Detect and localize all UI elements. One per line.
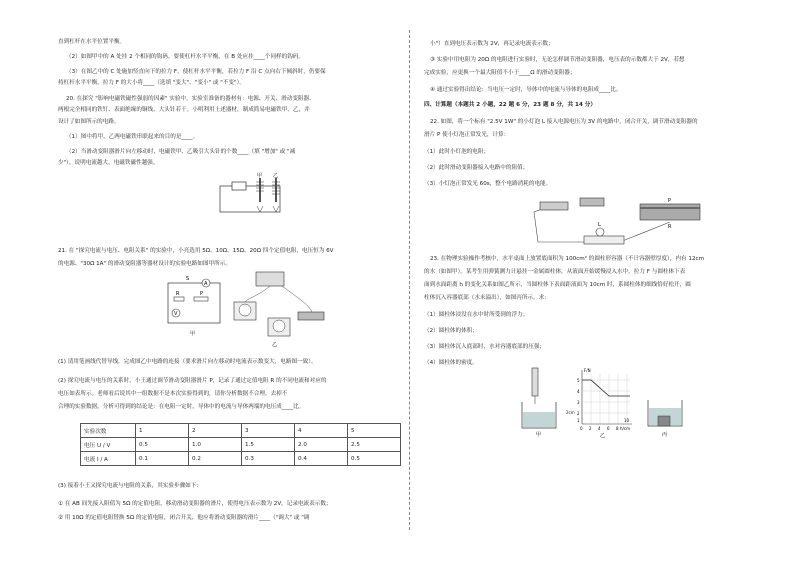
table-cell: 2.0 — [295, 438, 348, 452]
column-divider — [409, 30, 410, 530]
slider-label: P — [200, 291, 204, 297]
switch-label: S — [186, 276, 190, 282]
text-line: （1）圆柱体浸没在水中时所受到的浮力； — [424, 312, 529, 318]
y-tick: 1 — [577, 418, 580, 423]
text-line: （1）此时小灯泡的电阻； — [424, 149, 490, 155]
text-line: 小"）直到电压表示数为 2V，再记录电流表示数； — [430, 41, 554, 47]
force-graph-yi — [574, 366, 636, 438]
slider-label: P — [668, 198, 672, 204]
lamp-label: L — [598, 222, 601, 228]
table-row — [81, 424, 401, 438]
table-cell: 1.5 — [242, 438, 295, 452]
table-cell: 0.4 — [295, 452, 348, 466]
text-line: 的电源、"30Ω 1A" 的滑动变阻器等器材设计的实验电路如图甲所示。 — [58, 261, 231, 267]
text-line: (3) 接着小王又探究电流与电阻的关系，其实验步骤如下： — [58, 483, 202, 489]
resistor-label: R — [176, 291, 180, 297]
text-line: （1）图中将甲、乙两电磁铁串联起来的目的是____。 — [66, 134, 199, 140]
x-tick: 6 — [607, 426, 610, 431]
y-axis-label: F/N — [584, 368, 591, 373]
y-tick: 2 — [577, 411, 580, 416]
text-line: (2) 探究电流与电压的关系时，小王通过调节滑动变阻器滑片 P，记录了通过定值电阻 R 的不同电流和对应的 — [58, 378, 327, 384]
x-tick: 4 — [598, 426, 601, 431]
text-line: （3）小灯泡正常发光 60s，整个电路消耗的电能。 — [424, 181, 552, 187]
table-cell: 0.3 — [242, 452, 295, 466]
electromagnet-figure — [210, 172, 300, 220]
x-tick: 0 — [580, 426, 583, 431]
question-22: 22. 如图，将一个标有 "2.5V 1W" 的小灯泡 L 接入电源电压为 3V 的电路中，闭合开关，调节滑动变阻器的 — [430, 119, 698, 125]
text-line: ④ 通过实验得出结论：当电压一定时，导体中的电流与导体的电阻成____比。 — [430, 87, 622, 93]
container-figure-jia — [520, 366, 560, 438]
table-cell: 1 — [136, 424, 189, 438]
table-cell: 电压 U / V — [81, 438, 136, 452]
table-cell: 2.5 — [348, 438, 401, 452]
text-line: 持杠杆水平平衡，拉力 F 的大小将____（选填 "变大"、"变小" 或 "不变"）。 — [58, 80, 245, 86]
table-row — [81, 452, 401, 466]
text-line: （2）此时滑动变阻器接入电路中的阻值； — [424, 165, 529, 171]
data-table — [80, 423, 401, 466]
table-cell: 0.5 — [348, 452, 401, 466]
table-cell: 0.2 — [189, 452, 242, 466]
text-line: 设计了如图所示的电路。 — [58, 119, 120, 125]
figure-caption-jia: 甲 — [536, 432, 542, 438]
text-line: （4）圆柱体的密度。 — [424, 360, 478, 366]
y-tick: 4 — [577, 389, 580, 394]
x-tick: 8 — [616, 426, 619, 431]
text-line: ① 在 AB 间先接入阻值为 5Ω 的定值电阻，移动滑动变阻器的滑片，使得电压表示数为 2V，记录电流表示数； — [58, 501, 332, 507]
figure-caption-bing: 丙 — [662, 432, 668, 438]
text-line: 合理的实验数据，分析可得到的结论是：在电阻一定时，导体中的电流与导体两端的电压成____比。 — [58, 404, 305, 410]
figure-caption-yi: 乙 — [600, 433, 606, 438]
table-cell: 实验次数 — [81, 424, 136, 438]
text-line: 电压如表所示。老师看后说其中一组数据不是本次实验得到的，请你分析数据不合理，去掉不 — [58, 391, 288, 397]
text-line: (1) 请用笔画线代替导线，完成图乙中电路的连接（要求滑片向左移动时电流表示数变大，电路图一致）。 — [58, 359, 317, 365]
text-line: 柱体沉入容器底部（水未溢出），如图丙所示。求： — [424, 295, 550, 301]
text-line: 完成实验，应更换一个最大阻值不小于____Ω 的滑动变阻器； — [424, 70, 576, 76]
container-figure-bing — [646, 396, 686, 440]
question-20: 20. 在探究 "影响电磁铁磁性强弱的因素" 实验中，实验室准备的器材有：电源、开关、滑动变阻器、 — [66, 96, 315, 102]
table-cell: 4 — [295, 424, 348, 438]
text-line: 面到水面距离 h 的变化关系如图乙所示，当圆柱体下表面距液面为 10cm 时，系圆柱体的细线恰好松开，圆 — [424, 282, 691, 288]
table-cell: 1.0 — [189, 438, 242, 452]
x-tick: 10 — [624, 418, 630, 423]
ammeter-label: A — [204, 281, 208, 287]
fig-label-jia: 甲 — [257, 173, 263, 179]
resistor-label: R — [668, 224, 672, 230]
text-line: （3）在图乙中的 C 处施加竖直向下的拉力 F，使杠杆水平平衡，若拉力 F 沿 C 点向右下倾斜时，仍要保 — [66, 69, 326, 75]
table-cell: 2 — [189, 424, 242, 438]
table-cell: 电流 I / A — [81, 452, 136, 466]
text-line: 滑片 P 使小灯泡正常发光，计算： — [424, 132, 510, 138]
section-heading: 四、计算题（本题共 2 小题，22 题 6 分，23 题 8 分，共 14 分） — [424, 102, 596, 108]
text-line: 的水（如图甲）。某考生用弹簧测力计悬挂一金属圆柱体，从液面开始缓慢浸入水中，拉力 F 与圆柱体下表 — [424, 269, 686, 275]
voltmeter-label: V — [174, 311, 178, 317]
circuit-diagram-jia — [160, 275, 230, 337]
dimension-label: 2cm — [566, 410, 575, 415]
y-tick: 5 — [577, 378, 580, 383]
text-line: 少"），说明电流越大，电磁铁磁性越强。 — [58, 160, 159, 166]
question-21: 21. 在 "探究电流与电压、电阻关系" 的实验中，小亮选用 5Ω、10Ω、15Ω、20Ω 四个定值电阻，电压恒为 6V — [58, 248, 334, 254]
text-line: （2）圆柱体的体积； — [424, 328, 478, 334]
text-line: ② 用 10Ω 的定值电阻替换 5Ω 的定值电阻，闭合开关，他应将滑动变阻器的滑片____（"调大" 或 "调 — [58, 515, 310, 521]
text-line: 直到杠杆在水平位置平衡。 — [58, 39, 126, 45]
lamp-circuit-figure — [520, 192, 710, 250]
apparatus-figure-yi — [228, 268, 328, 348]
table-row — [81, 438, 401, 452]
text-line: （2）当滑动变阻器滑片向左移动时，电磁铁甲、乙吸引大头针的个数____（填 "增加" 或 "减 — [66, 149, 296, 155]
text-line: （3）圆柱体沉入底部时，水对容器底部的压强； — [424, 344, 546, 350]
question-23: 23. 在物理实验操作考核中，水平桌面上放置底面积为 100cm² 的圆柱形容器（不计容器壁厚度），内有 12cm — [430, 256, 705, 262]
fig-label-yi: 乙 — [273, 173, 279, 179]
table-cell: 5 — [348, 424, 401, 438]
x-axis-label: h/cm — [620, 426, 630, 431]
figure-caption-yi: 乙 — [272, 342, 278, 348]
x-tick: 2 — [589, 426, 592, 431]
table-cell: 0.1 — [136, 452, 189, 466]
text-line: ③ 实验中用电阻为 20Ω 的电阻进行实验时，无论怎样调节滑动变阻器，电压表的示数都大于 2V，若想 — [430, 57, 685, 63]
text-line: 两根完全相同的铁钉、表面绝缘的铜线、大头针若干。小明利用上述器材，制成简易电磁铁甲、乙，并 — [58, 107, 310, 113]
table-cell: 3 — [242, 424, 295, 438]
table-cell: 0.5 — [136, 438, 189, 452]
text-line: （2）如图甲中的 A 处挂 2 个相同的钩码，要使杠杆水平平衡，在 B 处应挂____个同样的钩码。 — [66, 54, 305, 60]
y-tick: 3 — [577, 400, 580, 405]
figure-caption-jia: 甲 — [190, 331, 196, 337]
